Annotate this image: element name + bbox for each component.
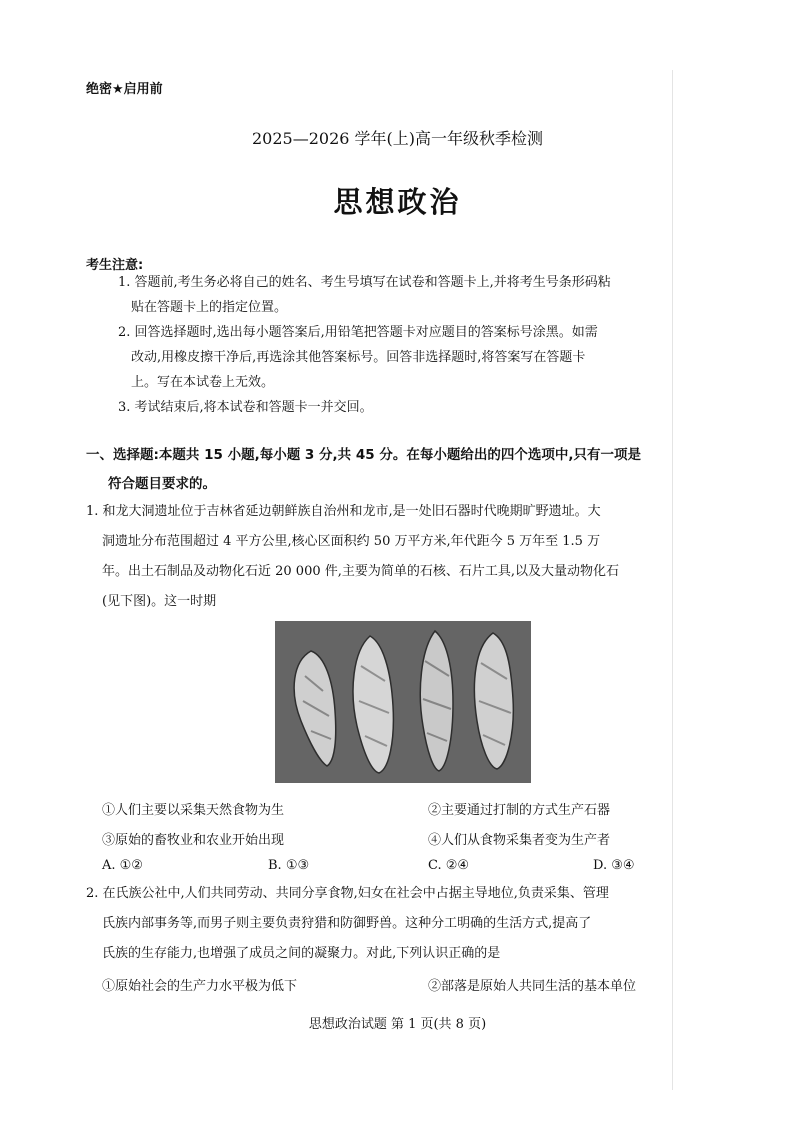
q1-statement-2: ②主要通过打制的方式生产石器: [428, 803, 611, 818]
confidential-label: 绝密★启用前: [86, 82, 163, 97]
q2-statement-1: ①原始社会的生产力水平极为低下: [102, 979, 298, 994]
notice-line: 3. 考试结束后,将本试卷和答题卡一并交回。: [118, 400, 373, 415]
notice-title: 考生注意:: [86, 258, 144, 273]
exam-title: 2025—2026 学年(上)高一年级秋季检测: [251, 129, 543, 148]
question-1-text: 1. 和龙大洞遗址位于吉林省延边朝鲜族自治州和龙市,是一处旧石器时代晚期旷野遗址。大: [86, 504, 601, 519]
section-heading: 一、选择题:本题共 15 小题,每小题 3 分,共 45 分。在每小题给出的四个选项中,只有一项是: [86, 447, 641, 463]
q2-statement-2: ②部落是原始人共同生活的基本单位: [428, 979, 637, 994]
q1-choice-c[interactable]: C. ②④: [428, 858, 470, 873]
notice-line: 贴在答题卡上的指定位置。: [131, 300, 288, 315]
page-edge-line: [672, 70, 673, 1090]
q1-choice-b[interactable]: B. ①③: [268, 858, 310, 873]
question-2-text: 氏族内部事务等,而男子则主要负责狩猎和防御野兽。这种分工明确的生活方式,提高了: [102, 916, 592, 931]
q1-statement-3: ③原始的畜牧业和农业开始出现: [102, 833, 285, 848]
question-1-text: 洞遗址分布范围超过 4 平方公里,核心区面积约 50 万平方米,年代距今 5 万年至 1.5 万: [102, 534, 601, 549]
notice-line: 改动,用橡皮擦干净后,再选涂其他答案标号。回答非选择题时,将答案写在答题卡: [131, 350, 586, 365]
q1-statement-4: ④人们从食物采集者变为生产者: [428, 833, 611, 848]
q1-choice-a[interactable]: A. ①②: [102, 858, 143, 873]
subject-title: 思想政治: [333, 185, 462, 219]
notice-line: 上。写在本试卷上无效。: [131, 375, 275, 390]
question-2-text: 氏族的生存能力,也增强了成员之间的凝聚力。对此,下列认识正确的是: [102, 946, 501, 961]
q1-statement-1: ①人们主要以采集天然食物为生: [102, 803, 285, 818]
question-1-text: (见下图)。这一时期: [102, 594, 217, 609]
q1-choice-d[interactable]: D. ③④: [593, 858, 635, 873]
page-footer: 思想政治试题 第 1 页(共 8 页): [308, 1017, 487, 1032]
question-1-text: 年。出土石制品及动物化石近 20 000 件,主要为简单的石核、石片工具,以及大量动物化石: [102, 564, 620, 579]
notice-line: 2. 回答选择题时,选出每小题答案后,用铅笔把答题卡对应题目的答案标号涂黑。如需: [118, 325, 598, 340]
notice-line: 1. 答题前,考生务必将自己的姓名、考生号填写在试卷和答题卡上,并将考生号条形码粘: [118, 275, 611, 290]
question-2-text: 2. 在氏族公社中,人们共同劳动、共同分享食物,妇女在社会中占据主导地位,负责采集、管理: [86, 886, 609, 901]
section-heading-cont: 符合题目要求的。: [108, 476, 216, 492]
stone-tools-photo: [275, 621, 531, 783]
